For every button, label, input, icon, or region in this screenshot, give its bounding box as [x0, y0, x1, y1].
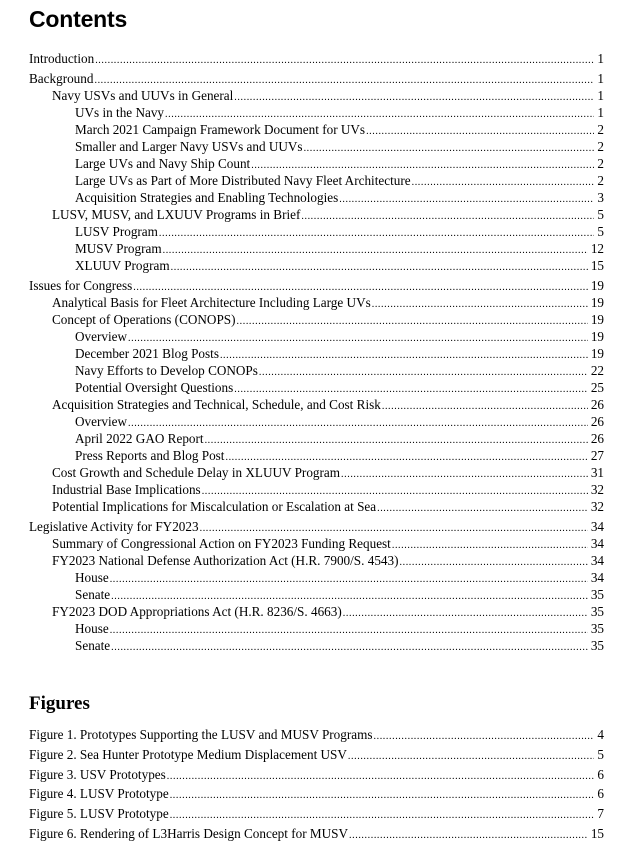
list-of-figures — [29, 725, 604, 844]
dot-leader — [339, 191, 594, 208]
toc-entry-page: 19 — [590, 295, 604, 310]
toc-entry-title: Large UVs and Navy Ship Count — [75, 156, 251, 171]
toc-entry-page: 32 — [590, 482, 604, 497]
toc-entry-title: XLUUV Program — [75, 258, 170, 273]
figure-entry[interactable] — [29, 824, 604, 844]
toc-entry[interactable] — [29, 362, 604, 379]
dot-leader — [343, 605, 588, 622]
toc-entry-title: LUSV Program — [75, 224, 158, 239]
figure-entry-title: Figure 2. Sea Hunter Prototype Medium Displacement USV — [29, 746, 347, 762]
toc-entry-page: 26 — [590, 414, 604, 429]
toc-entry-page: 34 — [590, 553, 604, 568]
toc-entry[interactable] — [29, 396, 604, 413]
toc-entry[interactable] — [29, 447, 604, 464]
figure-entry-title: Figure 6. Rendering of L3Harris Design Concept for MUSV — [29, 825, 349, 841]
figure-entry[interactable] — [29, 745, 604, 765]
toc-entry-page: 2 — [597, 173, 604, 188]
figure-entry-page: 6 — [597, 786, 604, 802]
toc-entry-title: Potential Implications for Miscalculation or Escalation at Sea — [52, 499, 377, 514]
toc-entry[interactable] — [29, 569, 604, 586]
toc-entry-page: 12 — [590, 241, 604, 256]
toc-entry[interactable] — [29, 223, 604, 240]
dot-leader — [301, 208, 594, 225]
toc-entry-title: FY2023 National Defense Authorization Act (H.R. 7900/S. 4543) — [52, 553, 399, 568]
toc-entry-page: 34 — [590, 570, 604, 585]
toc-entry[interactable] — [29, 104, 604, 121]
toc-entry-page: 35 — [590, 638, 604, 653]
toc-entry[interactable] — [29, 70, 604, 87]
toc-entry[interactable] — [29, 481, 604, 498]
figure-entry-page: 15 — [590, 825, 604, 841]
toc-entry-title: House — [75, 570, 109, 585]
dot-leader — [412, 174, 595, 191]
figures-heading: Figures — [29, 693, 90, 714]
figure-entry-title: Figure 5. LUSV Prototype — [29, 806, 169, 822]
figure-entry-title: Figure 4. LUSV Prototype — [29, 786, 169, 802]
toc-entry-title: Acquisition Strategies and Technical, Schedule, and Cost Risk — [52, 397, 381, 412]
toc-entry-title: Concept of Operations (CONOPS) — [52, 312, 236, 327]
toc-entry[interactable] — [29, 138, 604, 155]
dot-leader — [400, 554, 588, 571]
toc-entry-title: Potential Oversight Questions — [75, 380, 234, 395]
toc-entry-page: 2 — [597, 139, 604, 154]
toc-entry-title: Overview — [75, 329, 127, 344]
toc-entry-page: 27 — [590, 448, 604, 463]
toc-entry-title: Navy USVs and UUVs in General — [52, 88, 234, 103]
toc-entry-page: 2 — [597, 122, 604, 137]
dot-leader — [372, 296, 588, 313]
toc-entry-title: Press Reports and Blog Post — [75, 448, 225, 463]
toc-entry-title: Summary of Congressional Action on FY2023 Funding Request — [52, 536, 391, 551]
toc-entry-title: Cost Growth and Schedule Delay in XLUUV Program — [52, 465, 341, 480]
dot-leader — [374, 727, 595, 747]
figure-entry[interactable] — [29, 804, 604, 824]
figure-entry-title: Figure 1. Prototypes Supporting the LUSV and MUSV Programs — [29, 727, 373, 742]
toc-entry-page: 34 — [590, 536, 604, 551]
dot-leader — [382, 398, 588, 415]
toc-entry-page: 19 — [590, 329, 604, 344]
toc-entry[interactable] — [29, 240, 604, 257]
figure-entry-page: 4 — [597, 727, 604, 742]
toc-entry-page: 19 — [590, 346, 604, 361]
toc-entry[interactable] — [29, 155, 604, 172]
toc-entry-page: 1 — [597, 71, 604, 86]
dot-leader — [237, 313, 588, 330]
dot-leader — [341, 466, 588, 483]
toc-entry-page: 35 — [590, 621, 604, 636]
toc-entry[interactable] — [29, 620, 604, 637]
dot-leader — [171, 259, 588, 276]
toc-entry[interactable] — [29, 257, 604, 274]
toc-entry-title: Legislative Activity for FY2023 — [29, 519, 199, 534]
toc-entry[interactable] — [29, 311, 604, 328]
toc-entry[interactable] — [29, 121, 604, 138]
toc-entry[interactable] — [29, 586, 604, 603]
toc-entry[interactable] — [29, 430, 604, 447]
toc-entry-page: 35 — [590, 587, 604, 602]
toc-entry[interactable] — [29, 603, 604, 620]
toc-entry-page: 22 — [590, 363, 604, 378]
toc-entry[interactable] — [29, 379, 604, 396]
toc-entry[interactable] — [29, 637, 604, 654]
figure-entry-title: Figure 3. USV Prototypes — [29, 766, 166, 782]
figure-entry-page: 5 — [597, 746, 604, 762]
toc-entry-page: 19 — [590, 278, 604, 293]
table-of-contents — [29, 50, 604, 654]
toc-entry-page: 25 — [590, 380, 604, 395]
toc-entry-title: Analytical Basis for Fleet Architecture Including Large UVs — [52, 295, 371, 310]
toc-entry[interactable] — [29, 498, 604, 515]
toc-entry-page: 35 — [590, 604, 604, 619]
toc-entry-title: Introduction — [29, 51, 95, 66]
dot-leader — [110, 622, 588, 639]
toc-entry-page: 1 — [597, 88, 604, 103]
toc-entry-title: Overview — [75, 414, 127, 429]
dot-leader — [167, 767, 595, 787]
figure-entry[interactable] — [29, 725, 604, 745]
toc-entry-title: Background — [29, 71, 94, 86]
toc-entry-page: 26 — [590, 431, 604, 446]
dot-leader — [205, 432, 588, 449]
toc-entry[interactable] — [29, 413, 604, 430]
dot-leader — [234, 89, 594, 106]
figure-entry-page: 6 — [597, 766, 604, 782]
dot-leader — [259, 364, 588, 381]
toc-entry-title: Smaller and Larger Navy USVs and UUVs — [75, 139, 303, 154]
toc-entry-page: 1 — [597, 105, 604, 120]
dot-leader — [159, 225, 594, 242]
toc-entry[interactable] — [29, 535, 604, 552]
toc-entry[interactable] — [29, 172, 604, 189]
toc-entry[interactable] — [29, 464, 604, 481]
dot-leader — [366, 123, 594, 140]
dot-leader — [95, 52, 594, 69]
toc-entry-title: UVs in the Navy — [75, 105, 165, 120]
toc-entry-title: Acquisition Strategies and Enabling Technologies — [75, 190, 339, 205]
toc-entry-title: March 2021 Campaign Framework Document for UVs — [75, 122, 366, 137]
dot-leader — [163, 242, 588, 259]
toc-entry-page: 5 — [597, 224, 604, 239]
toc-entry-title: Large UVs as Part of More Distributed Navy Fleet Architecture — [75, 173, 411, 188]
dot-leader — [304, 140, 595, 157]
toc-entry-title: MUSV Program — [75, 241, 162, 256]
dot-leader — [392, 537, 588, 554]
toc-entry-title: Senate — [75, 638, 111, 653]
toc-entry-title: April 2022 GAO Report — [75, 431, 204, 446]
toc-entry-title: Industrial Base Implications — [52, 482, 201, 497]
toc-entry-page: 5 — [597, 207, 604, 222]
toc-entry-title: House — [75, 621, 109, 636]
toc-entry[interactable] — [29, 87, 604, 104]
toc-entry-page: 34 — [590, 519, 604, 534]
toc-entry[interactable] — [29, 328, 604, 345]
toc-entry-title: Navy Efforts to Develop CONOPs — [75, 363, 258, 378]
toc-entry-title: December 2021 Blog Posts — [75, 346, 219, 361]
toc-entry-page: 15 — [590, 258, 604, 273]
toc-entry[interactable] — [29, 552, 604, 569]
toc-entry[interactable] — [29, 277, 604, 294]
toc-entry-page: 1 — [597, 51, 604, 66]
toc-entry-title: Issues for Congress — [29, 278, 133, 293]
contents-heading: Contents — [29, 6, 128, 32]
toc-entry-title: Senate — [75, 587, 111, 602]
figure-entry[interactable] — [29, 765, 604, 785]
toc-entry-page: 19 — [590, 312, 604, 327]
toc-entry[interactable] — [29, 189, 604, 206]
toc-entry-page: 26 — [590, 397, 604, 412]
dot-leader — [377, 500, 588, 517]
toc-entry-page: 31 — [590, 465, 604, 480]
dot-leader — [110, 571, 588, 588]
dot-leader — [349, 826, 588, 846]
dot-leader — [348, 747, 594, 767]
toc-entry-title: LUSV, MUSV, and LXUUV Programs in Brief — [52, 207, 301, 222]
toc-entry-page: 32 — [590, 499, 604, 514]
toc-entry-page: 2 — [597, 156, 604, 171]
toc-entry-title: FY2023 DOD Appropriations Act (H.R. 8236/S. 4663) — [52, 604, 342, 619]
toc-entry-page: 3 — [597, 190, 604, 205]
toc-entry[interactable] — [29, 518, 604, 535]
figure-entry-page: 7 — [597, 806, 604, 822]
toc-entry[interactable] — [29, 345, 604, 362]
toc-entry[interactable] — [29, 50, 604, 67]
toc-entry[interactable] — [29, 294, 604, 311]
dot-leader — [170, 786, 595, 806]
dot-leader — [111, 639, 588, 656]
figure-entry[interactable] — [29, 784, 604, 804]
toc-entry[interactable] — [29, 206, 604, 223]
dot-leader — [220, 347, 588, 364]
